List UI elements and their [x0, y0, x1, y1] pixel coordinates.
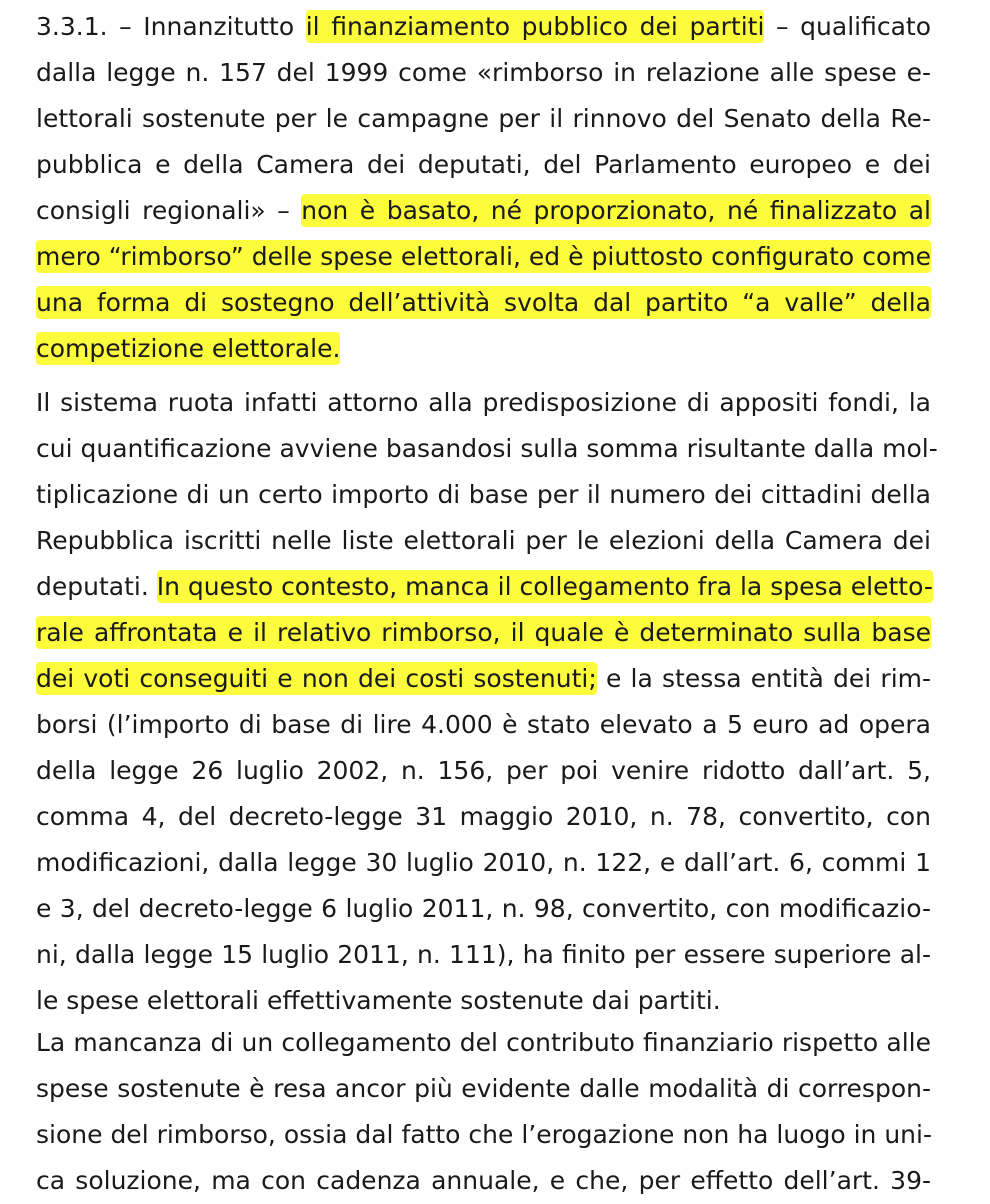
text-segment: La mancanza di un collegamento del contributo finanziario rispetto alle — [36, 1028, 931, 1057]
text-line — [36, 840, 931, 886]
text-line — [36, 380, 931, 426]
text-segment: lettorali sostenute per le campagne per il rinnovo del Senato della Re- — [36, 104, 931, 133]
highlighted-text: non è basato, né proporzionato, né finalizzato al — [301, 196, 932, 225]
text-segment: – qualificato — [764, 12, 931, 41]
text-line — [36, 1112, 931, 1158]
text-segment: spese sostenute è resa ancor più evidente dalle modalità di correspon- — [36, 1074, 931, 1103]
text-line — [36, 794, 931, 840]
highlighted-text: il finanziamento pubblico dei partiti — [305, 12, 765, 41]
text-line — [36, 1066, 931, 1112]
text-segment: consigli regionali» – — [36, 196, 302, 225]
highlighted-text: mero “rimborso” delle spese elettorali, ed è piuttosto configurato come — [36, 242, 931, 271]
highlighted-text: una forma di sostegno dell’attività svolta dal partito “a valle” della — [36, 288, 931, 317]
text-segment: dalla legge n. 157 del 1999 come «rimborso in relazione alle spese e- — [36, 58, 931, 87]
text-segment: della legge 26 luglio 2002, n. 156, per poi venire ridotto dall’art. 5, — [36, 756, 931, 785]
text-segment: borsi (l’importo di base di lire 4.000 è stato elevato a 5 euro ad opera — [36, 710, 931, 739]
text-segment: deputati. — [36, 572, 157, 601]
text-line — [36, 518, 931, 564]
text-line — [36, 610, 931, 656]
text-segment: modificazioni, dalla legge 30 luglio 2010, n. 122, e dall’art. 6, commi 1 — [36, 848, 931, 877]
text-line — [36, 564, 931, 610]
text-line — [36, 656, 931, 702]
text-line — [36, 4, 931, 50]
text-segment: pubblica e della Camera dei deputati, del Parlamento europeo e dei — [36, 150, 931, 179]
text-line — [36, 96, 931, 142]
text-line — [36, 234, 931, 280]
text-line — [36, 188, 931, 234]
text-line — [36, 326, 931, 372]
text-line — [36, 886, 931, 932]
text-segment: ca soluzione, ma con cadenza annuale, e che, per effetto dell’art. 39- — [36, 1166, 931, 1195]
text-segment: cui quantificazione avviene basandosi sulla somma risultante dalla mol- — [36, 434, 938, 463]
text-segment: le spese elettorali effettivamente sostenute dai partiti. — [36, 986, 721, 1015]
text-segment: 3.3.1. – Innanzitutto — [36, 12, 306, 41]
text-line — [36, 978, 931, 1024]
text-line — [36, 472, 931, 518]
text-segment: sione del rimborso, ossia dal fatto che l’erogazione non ha luogo in uni- — [36, 1120, 932, 1149]
text-line — [36, 426, 938, 472]
text-line — [36, 932, 931, 978]
highlighted-text: competizione elettorale. — [36, 334, 341, 363]
text-line — [36, 748, 931, 794]
text-segment: Il sistema ruota infatti attorno alla predisposizione di appositi fondi, la — [36, 388, 931, 417]
highlighted-text: dei voti conseguiti e non dei costi sostenuti; — [36, 664, 597, 693]
text-segment: e 3, del decreto-legge 6 luglio 2011, n. 98, convertito, con modificazio- — [36, 894, 931, 923]
text-segment: ni, dalla legge 15 luglio 2011, n. 111), ha finito per essere superiore al- — [36, 940, 931, 969]
text-segment: Repubblica iscritti nelle liste elettorali per le elezioni della Camera dei — [36, 526, 931, 555]
text-segment: tiplicazione di un certo importo di base per il numero dei cittadini della — [36, 480, 931, 509]
text-line — [36, 142, 931, 188]
text-line — [36, 280, 931, 326]
text-line — [36, 1158, 931, 1204]
text-segment: comma 4, del decreto-legge 31 maggio 2010, n. 78, convertito, con — [36, 802, 931, 831]
text-line — [36, 702, 931, 748]
text-line — [36, 1020, 931, 1066]
text-line — [36, 50, 931, 96]
highlighted-text: rale affrontata e il relativo rimborso, il quale è determinato sulla base — [36, 618, 931, 647]
text-segment: e la stessa entità dei rim- — [596, 664, 932, 693]
highlighted-text: In questo contesto, manca il collegamento fra la spesa eletto- — [156, 572, 933, 601]
